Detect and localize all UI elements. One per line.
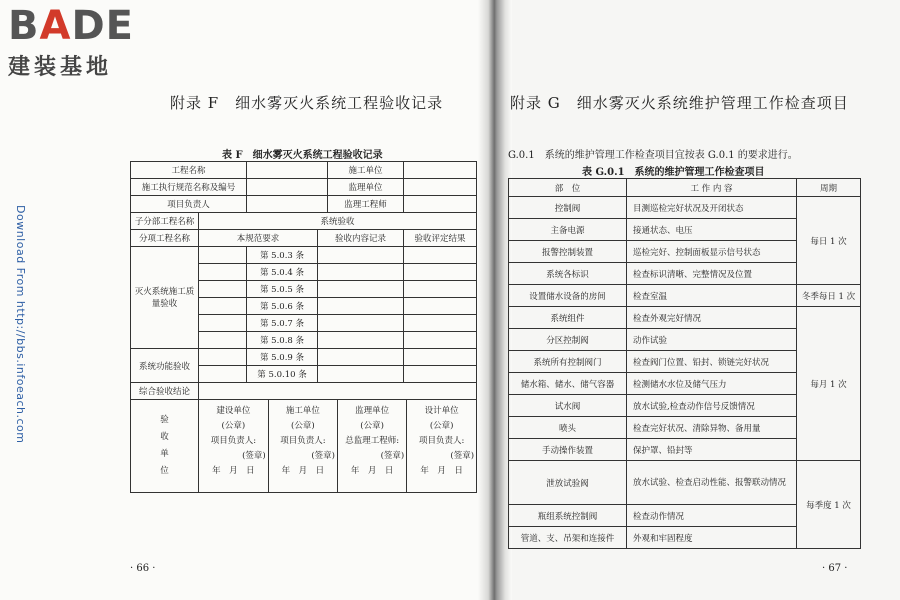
row-part: 瓶组系统控制阀 xyxy=(509,505,627,527)
appendix-g-title: 附录 G 细水雾灭火系统维护管理工作检查项目 xyxy=(510,94,849,112)
header-part: 部 位 xyxy=(509,179,627,197)
row-part: 系统所有控制阀门 xyxy=(509,351,627,373)
row-part: 手动操作装置 xyxy=(509,439,627,461)
group-construction-quality: 灭火系统施工质量验收 xyxy=(131,247,199,349)
page-number-left: · 66 · xyxy=(130,563,156,574)
label-project-name: 工程名称 xyxy=(131,162,247,179)
appendix-f-title: 附录 F 细水雾灭火系统工程验收记录 xyxy=(170,94,444,112)
clause-row: 第 5.0.9 条 xyxy=(247,349,318,366)
clause-row: 第 5.0.6 条 xyxy=(247,298,318,315)
row-content: 检测储水水位及储气压力 xyxy=(627,373,797,395)
row-part: 管道、支、吊架和连接件 xyxy=(509,527,627,549)
sign-block-owner: 建设单位 (公章) 项目负责人: (签章) 年 月 日 xyxy=(199,400,268,492)
period-winter-daily: 冬季每日 1 次 xyxy=(797,285,861,307)
row-part: 主备电源 xyxy=(509,219,627,241)
clause-row: 第 5.0.3 条 xyxy=(247,247,318,264)
clause-row: 第 5.0.5 条 xyxy=(247,281,318,298)
sign-block-designer: 设计单位 (公章) 项目负责人: (签章) 年 月 日 xyxy=(407,400,476,492)
header-spec-requirement: 本规范要求 xyxy=(199,230,318,247)
row-content: 检查阀门位置、铅封、锁链完好状况 xyxy=(627,351,797,373)
period-quarterly: 每季度 1 次 xyxy=(797,461,861,549)
row-part: 系统组件 xyxy=(509,307,627,329)
row-part: 设置储水设备的房间 xyxy=(509,285,627,307)
clause-row: 第 5.0.10 条 xyxy=(247,366,318,383)
label-item-project: 分项工程名称 xyxy=(131,230,199,247)
watermark: Download From http://bbs.infoeach.com xyxy=(14,205,27,444)
row-content: 检查外观完好情况 xyxy=(627,307,797,329)
logo-chinese-text: 建装基地 xyxy=(8,55,113,80)
header-period: 周期 xyxy=(797,179,861,197)
header-content: 工 作 内 容 xyxy=(627,179,797,197)
header-content-record: 验收内容记录 xyxy=(318,230,404,247)
clause-row: 第 5.0.8 条 xyxy=(247,332,318,349)
logo: BADE 建装基地 xyxy=(8,3,134,80)
row-content: 检查动作情况 xyxy=(627,505,797,527)
row-part: 报警控制装置 xyxy=(509,241,627,263)
table-g-caption: 表 G.0.1 系统的维护管理工作检查项目 xyxy=(582,167,765,178)
sub-project-value: 系统验收 xyxy=(199,213,477,230)
row-part: 喷头 xyxy=(509,417,627,439)
row-content: 保护罩、铅封等 xyxy=(627,439,797,461)
table-g xyxy=(508,178,861,549)
label-sub-project: 子分部工程名称 xyxy=(131,213,199,230)
sign-block-supervisor: 监理单位 (公章) 总监理工程师: (签章) 年 月 日 xyxy=(338,400,407,492)
row-content: 放水试验,检查动作信号反馈情况 xyxy=(627,395,797,417)
label-standard: 施工执行规范名称及编号 xyxy=(131,179,247,196)
period-daily: 每日 1 次 xyxy=(797,197,861,285)
row-part: 分区控制阀 xyxy=(509,329,627,351)
clause-row: 第 5.0.4 条 xyxy=(247,264,318,281)
row-part: 系统各标识 xyxy=(509,263,627,285)
row-content: 检查标识清晰、完整情况及位置 xyxy=(627,263,797,285)
table-f xyxy=(130,161,477,493)
row-part: 泄放试验阀 xyxy=(509,461,627,505)
row-content: 巡检完好、控制面板显示信号状态 xyxy=(627,241,797,263)
row-content: 外观和牢固程度 xyxy=(627,527,797,549)
row-part: 控制阀 xyxy=(509,197,627,219)
row-content: 接通状态、电压 xyxy=(627,219,797,241)
row-content: 放水试验、检查启动性能、报警联动情况 xyxy=(627,461,797,505)
page-number-right: · 67 · xyxy=(822,563,848,574)
clause-row: 第 5.0.7 条 xyxy=(247,315,318,332)
group-system-function: 系统功能验收 xyxy=(131,349,199,383)
label-construction-unit: 施工单位 xyxy=(328,162,404,179)
label-project-manager: 项目负责人 xyxy=(131,196,247,213)
sign-block-contractor: 施工单位 (公章) 项目负责人: (签章) 年 月 日 xyxy=(268,400,337,492)
row-content: 检查完好状况、清除异物、备用量 xyxy=(627,417,797,439)
row-part: 储水箱、储水、储气容器 xyxy=(509,373,627,395)
g-intro-paragraph: G.0.1 系统的维护管理工作检查项目宜按表 G.0.1 的要求进行。 xyxy=(508,150,798,161)
right-page xyxy=(492,0,900,600)
label-supervision-unit: 监理单位 xyxy=(328,179,404,196)
row-content: 动作试验 xyxy=(627,329,797,351)
label-supervision-engineer: 监理工程师 xyxy=(328,196,404,213)
row-content: 目测巡检完好状况及开闭状态 xyxy=(627,197,797,219)
header-result: 验收评定结果 xyxy=(404,230,477,247)
table-f-caption: 表 F 细水雾灭火系统工程验收记录 xyxy=(222,150,383,161)
period-monthly: 每月 1 次 xyxy=(797,307,861,461)
row-part: 试水阀 xyxy=(509,395,627,417)
row-content: 检查室温 xyxy=(627,285,797,307)
label-conclusion: 综合验收结论 xyxy=(131,383,199,400)
label-accept-units: 验收单位 xyxy=(131,400,199,493)
